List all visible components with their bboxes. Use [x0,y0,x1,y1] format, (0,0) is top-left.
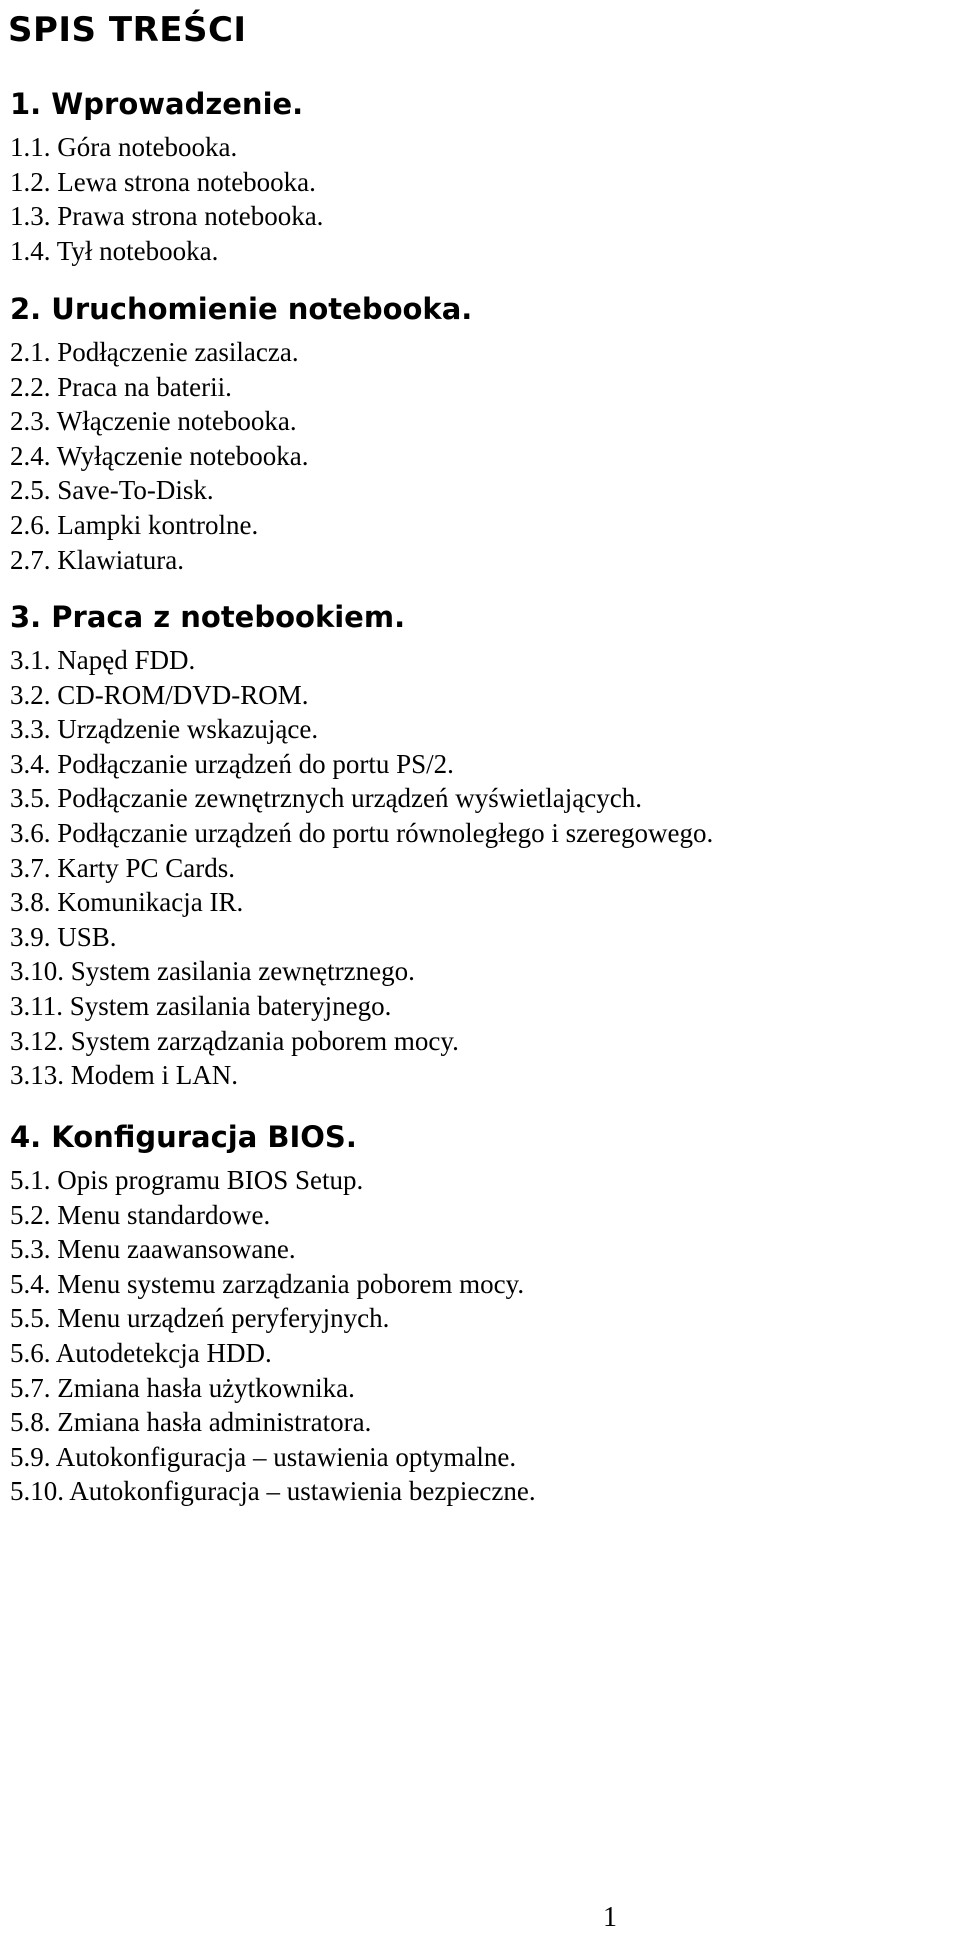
toc-entry: 3.9. USB. [10,921,117,952]
toc-entry: 5.5. Menu urządzeń peryferyjnych. [10,1303,390,1334]
section-heading: 2. Uruchomienie notebooka. [10,292,473,326]
section-heading: 1. Wprowadzenie. [10,87,304,121]
toc-entry: 2.3. Włączenie notebooka. [10,406,297,437]
toc-entry: 3.6. Podłączanie urządzeń do portu równoległego i szeregowego. [10,818,714,848]
toc-entry: 5.10. Autokonfiguracja – ustawienia bezpieczne. [10,1476,536,1507]
toc-entry: 5.2. Menu standardowe. [10,1199,271,1230]
toc-entry: 2.1. Podłączenie zasilacza. [10,337,299,367]
toc-entry: 5.7. Zmiana hasła użytkownika. [10,1372,355,1403]
toc-entry: 5.3. Menu zaawansowane. [10,1234,296,1265]
document-title: SPIS TREŚCI [8,10,247,50]
toc-entry: 3.8. Komunikacja IR. [10,887,244,918]
toc-entry: 5.8. Zmiana hasła administratora. [10,1407,372,1438]
toc-entry: 3.3. Urządzenie wskazujące. [10,714,319,745]
toc-entry: 3.11. System zasilania bateryjnego. [10,991,392,1021]
page-number: 1 [603,1902,617,1933]
section-heading: 3. Praca z notebookiem. [10,600,406,634]
toc-entry: 3.5. Podłączanie zewnętrznych urządzeń wyświetlających. [10,783,642,814]
toc-entry: 3.4. Podłączanie urządzeń do portu PS/2. [10,748,454,779]
toc-entry: 3.2. CD-ROM/DVD-ROM. [10,679,309,710]
toc-entry: 3.12. System zarządzania poborem mocy. [10,1025,459,1056]
toc-entry: 1.3. Prawa strona notebooka. [10,201,324,232]
toc-entry: 2.2. Praca na baterii. [10,371,232,402]
toc-entry: 2.6. Lampki kontrolne. [10,510,259,540]
toc-entry: 2.7. Klawiatura. [10,544,184,575]
toc-entry: 1.2. Lewa strona notebooka. [10,166,316,197]
toc-entry: 2.5. Save-To-Disk. [10,475,214,506]
toc-entry: 3.13. Modem i LAN. [10,1060,238,1091]
toc-entry: 5.6. Autodetekcja HDD. [10,1338,272,1368]
toc-entry: 5.4. Menu systemu zarządzania poborem mocy. [10,1268,525,1299]
section-heading: 4. Konfiguracja BIOS. [10,1120,357,1154]
toc-entry: 1.1. Góra notebooka. [10,132,238,162]
toc-entry: 5.1. Opis programu BIOS Setup. [10,1165,364,1195]
toc-entry: 5.9. Autokonfiguracja – ustawienia optymalne. [10,1441,517,1472]
toc-entry: 3.1. Napęd FDD. [10,645,196,675]
toc-entry: 3.7. Karty PC Cards. [10,852,235,883]
toc-entry: 2.4. Wyłączenie notebooka. [10,440,309,471]
toc-entry: 3.10. System zasilania zewnętrznego. [10,956,415,987]
toc-entry: 1.4. Tył notebooka. [10,235,219,266]
